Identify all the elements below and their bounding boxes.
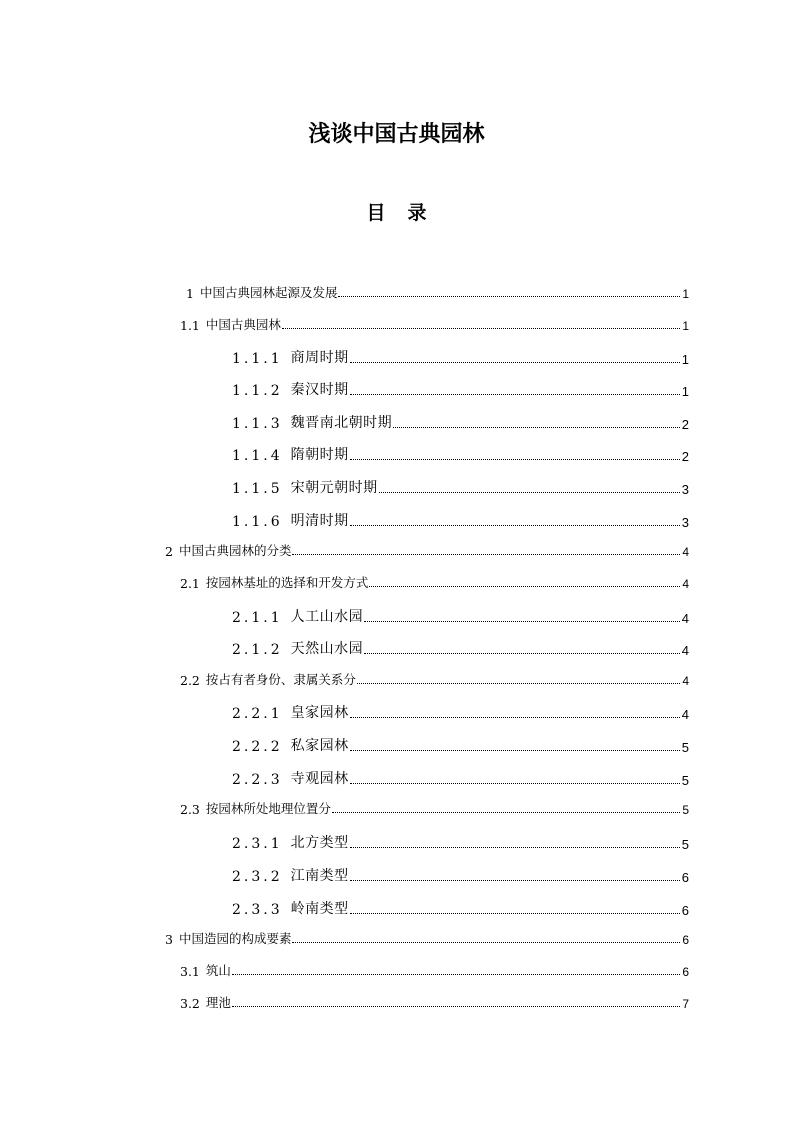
toc-dot-leader (350, 394, 680, 395)
toc-entry-page: 7 (682, 997, 689, 1011)
toc-dot-leader (393, 427, 680, 428)
toc-dot-leader (232, 974, 680, 975)
toc-entry[interactable] (180, 989, 689, 1011)
toc-entry-title: 天然山水园 (290, 641, 364, 657)
toc-entry[interactable] (232, 604, 689, 626)
toc-dot-leader (350, 783, 680, 784)
toc-entry[interactable] (232, 733, 689, 755)
toc-entry-title: 隋朝时期 (290, 447, 349, 463)
toc-entry-title: 商周时期 (290, 350, 349, 366)
toc-entry-number: 1.1.2 (232, 383, 283, 399)
toc-entry-title: 宋朝元朝时期 (290, 480, 378, 496)
toc-entry-title: 理池 (205, 995, 231, 1010)
toc-dot-leader (364, 621, 680, 622)
toc-dot-leader (332, 812, 680, 813)
toc-dot-leader (350, 750, 680, 751)
toc-dot-leader (350, 717, 680, 718)
toc-entry-page: 1 (682, 319, 689, 333)
toc-entry-number: 3.1 (180, 964, 200, 979)
toc-entry[interactable] (180, 957, 689, 979)
toc-dot-leader (357, 683, 680, 684)
toc-entry-page: 5 (681, 773, 689, 788)
toc-entry-number: 2.2 (180, 673, 200, 688)
toc-entry[interactable] (165, 537, 689, 559)
toc-entry-number: 2.1 (180, 576, 200, 591)
toc-entry[interactable] (232, 863, 689, 885)
toc-entry-page: 6 (681, 870, 689, 885)
toc-entry-page: 4 (682, 577, 689, 591)
toc-entry-number: 1.1 (180, 318, 200, 333)
toc-entry-page: 4 (682, 674, 689, 688)
toc-entry-number: 2.1.1 (232, 610, 283, 626)
toc-entry-number: 2.3.1 (232, 836, 283, 852)
toc-entry[interactable] (232, 896, 689, 918)
toc-entry-number: 1.1.6 (232, 514, 283, 530)
toc-entry-number: 1.1.4 (232, 448, 283, 464)
toc-entry[interactable] (232, 766, 689, 788)
toc-entry[interactable] (232, 830, 689, 852)
toc-entry[interactable] (180, 666, 689, 688)
toc-dot-leader (350, 525, 680, 526)
toc-dot-leader (350, 847, 680, 848)
toc-entry-number: 2.2.3 (232, 772, 283, 788)
toc-entry-title: 按园林基址的选择和开发方式 (205, 575, 369, 590)
toc-entry-page: 3 (681, 482, 689, 497)
toc-entry[interactable] (232, 410, 689, 432)
toc-entry-title: 明清时期 (290, 513, 349, 529)
toc-entry[interactable] (232, 475, 689, 497)
toc-entry-title: 按园林所处地理位置分 (205, 801, 331, 816)
toc-entry-page: 1 (681, 384, 689, 399)
toc-entry-page: 4 (681, 643, 689, 658)
toc-entry-title: 中国古典园林的分类 (178, 543, 292, 558)
toc-entry-number: 2 (165, 544, 173, 559)
toc-entry-number: 2.3 (180, 802, 200, 817)
toc-dot-leader (369, 586, 680, 587)
toc-dot-leader (232, 1006, 680, 1007)
toc-entry-number: 1.1.3 (232, 416, 283, 432)
toc-entry-page: 1 (681, 352, 689, 367)
toc-entry-title: 按占有者身份、隶属关系分 (205, 672, 356, 687)
toc-entry-number: 2.3.2 (232, 869, 283, 885)
toc-dot-leader (364, 653, 680, 654)
toc-entry-page: 6 (681, 903, 689, 918)
toc-entry-title: 寺观园林 (290, 771, 349, 787)
toc-entry-number: 1 (186, 286, 194, 301)
toc-entry[interactable] (232, 345, 689, 367)
toc-dot-leader (350, 880, 680, 881)
toc-dot-leader (282, 328, 680, 329)
toc-entry-page: 2 (681, 449, 689, 464)
toc-entry-page: 5 (682, 803, 689, 817)
toc-entry[interactable] (232, 508, 689, 530)
toc-dot-leader (292, 554, 680, 555)
toc-entry-title: 中国古典园林 (205, 317, 281, 332)
toc-entry[interactable] (232, 377, 689, 399)
toc-entry-page: 6 (682, 933, 689, 947)
document-title: 浅谈中国古典园林 (308, 122, 485, 147)
toc-entry-number: 2.1.2 (232, 642, 283, 658)
toc-dot-leader (379, 492, 680, 493)
toc-entry-number: 1.1.5 (232, 481, 283, 497)
toc-dot-leader (350, 362, 680, 363)
toc-entry-title: 皇家园林 (290, 705, 349, 721)
toc-entry-title: 中国造园的构成要素 (178, 931, 292, 946)
toc-entry-number: 2.2.2 (232, 739, 283, 755)
toc-entry[interactable] (180, 795, 689, 817)
toc-entry[interactable] (180, 569, 689, 591)
toc-entry-title: 北方类型 (290, 835, 349, 851)
toc-entry-title: 岭南类型 (290, 901, 349, 917)
toc-entry-page: 3 (681, 515, 689, 530)
toc-dot-leader (292, 942, 680, 943)
toc-entry-number: 1.1.1 (232, 351, 283, 367)
toc-entry-title: 秦汉时期 (290, 382, 349, 398)
toc-entry[interactable] (186, 279, 689, 301)
toc-entry-title: 魏晋南北朝时期 (290, 415, 393, 431)
toc-entry-page: 4 (682, 545, 689, 559)
toc-entry-page: 1 (682, 287, 689, 301)
toc-entry-title: 中国古典园林起源及发展 (199, 285, 338, 300)
toc-heading-part-1: 目 (366, 202, 386, 224)
toc-entry-page: 4 (681, 707, 689, 722)
toc-entry-page: 5 (681, 740, 689, 755)
toc-dot-leader (350, 459, 680, 460)
toc-entry[interactable] (232, 636, 689, 658)
toc-entry[interactable] (232, 442, 689, 464)
toc-heading-part-2: 录 (407, 202, 427, 224)
toc-entry[interactable] (232, 700, 689, 722)
toc-entry-page: 5 (681, 837, 689, 852)
toc-entry-title: 人工山水园 (290, 609, 364, 625)
toc-entry-page: 4 (681, 611, 689, 626)
toc-entry[interactable] (165, 925, 689, 947)
toc-entry-number: 3.2 (180, 996, 200, 1011)
toc-entry-title: 江南类型 (290, 868, 349, 884)
toc-entry-number: 2.2.1 (232, 706, 283, 722)
toc-dot-leader (338, 296, 680, 297)
toc-dot-leader (350, 913, 680, 914)
toc-entry-title: 私家园林 (290, 738, 349, 754)
toc-entry-page: 2 (681, 417, 689, 432)
toc-entry-page: 6 (682, 965, 689, 979)
toc-entry-number: 2.3.3 (232, 902, 283, 918)
toc-entry-title: 筑山 (205, 963, 231, 978)
toc-entry-number: 3 (165, 932, 173, 947)
toc-entry[interactable] (180, 311, 689, 333)
